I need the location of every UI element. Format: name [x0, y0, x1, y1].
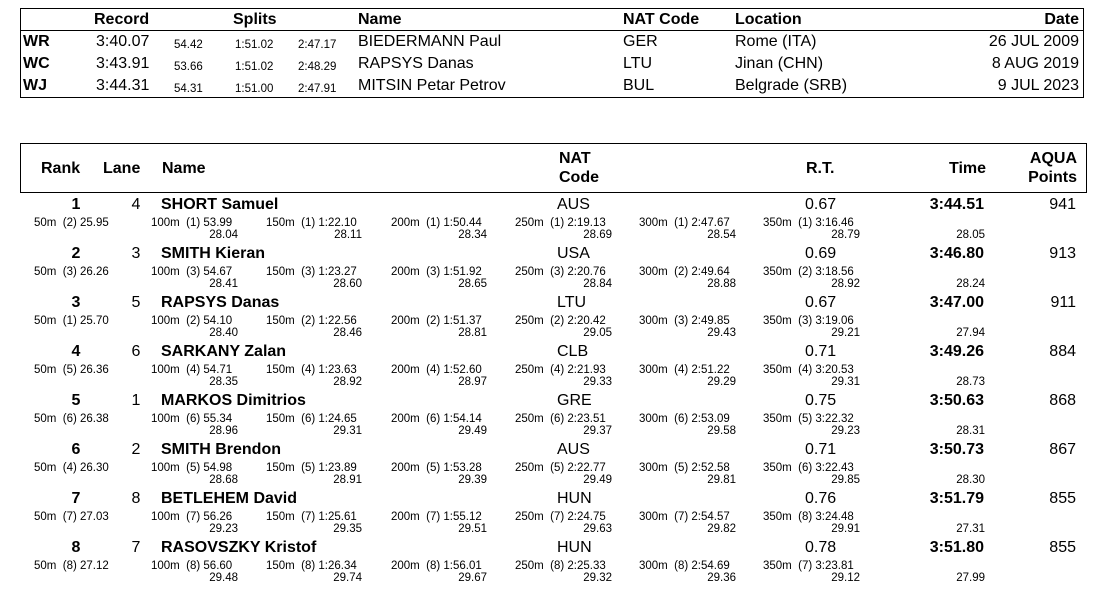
aqua-points: 913 — [1049, 245, 1076, 262]
lap-100m: 28.96 — [209, 425, 238, 437]
lap-350m: 29.31 — [831, 376, 860, 388]
lap-300m: 29.58 — [707, 425, 736, 437]
split-50m: 50m (8) 27.12 — [34, 560, 109, 572]
lane: 5 — [131, 294, 141, 311]
split-150m: 150m (6) 1:24.65 — [266, 413, 357, 425]
rank: 6 — [71, 441, 81, 458]
lap-100m: 29.23 — [209, 523, 238, 535]
lane: 2 — [131, 441, 141, 458]
final-time: 3:51.80 — [929, 539, 984, 556]
lap-300m: 28.54 — [707, 229, 736, 241]
record-time: 3:44.31 — [96, 77, 150, 94]
lap-350m: 29.85 — [831, 474, 860, 486]
split-100m: 100m (7) 56.26 — [151, 511, 233, 523]
record-nat: GER — [623, 33, 658, 50]
record-split-1: 54.42 — [174, 39, 203, 51]
lap-100m: 28.41 — [209, 278, 238, 290]
record-location: Rome (ITA) — [735, 33, 817, 50]
reaction-time: 0.71 — [805, 343, 837, 360]
record-holder-name: MITSIN Petar Petrov — [358, 77, 506, 94]
lap-200m: 28.81 — [458, 327, 487, 339]
lap-400m: 28.31 — [956, 425, 985, 437]
record-date: 8 AUG 2019 — [991, 55, 1079, 72]
lap-150m: 28.46 — [333, 327, 362, 339]
lap-350m: 28.79 — [831, 229, 860, 241]
records-header-divider — [21, 30, 1083, 31]
reaction-time: 0.75 — [805, 392, 837, 409]
swimmer-name: MARKOS Dimitrios — [161, 392, 306, 409]
split-250m: 250m (7) 2:24.75 — [515, 511, 606, 523]
records-header-date: Date — [1044, 11, 1079, 28]
lap-200m: 29.39 — [458, 474, 487, 486]
lap-250m: 29.33 — [583, 376, 612, 388]
reaction-time: 0.76 — [805, 490, 837, 507]
lap-200m: 28.65 — [458, 278, 487, 290]
record-holder-name: RAPSYS Danas — [358, 55, 474, 72]
lane: 3 — [131, 245, 141, 262]
reaction-time: 0.71 — [805, 441, 837, 458]
split-100m: 100m (5) 54.98 — [151, 462, 233, 474]
split-300m: 300m (8) 2:54.69 — [639, 560, 730, 572]
record-type: WC — [23, 55, 50, 72]
split-300m: 300m (3) 2:49.85 — [639, 315, 730, 327]
record-location: Belgrade (SRB) — [735, 77, 848, 94]
lap-150m: 28.91 — [333, 474, 362, 486]
split-300m: 300m (7) 2:54.57 — [639, 511, 730, 523]
nat-code: GRE — [557, 392, 592, 409]
lap-350m: 29.91 — [831, 523, 860, 535]
record-split-2: 1:51.00 — [235, 83, 274, 95]
result-row — [0, 294, 1100, 343]
record-split-3: 2:48.29 — [298, 61, 337, 73]
lap-300m: 29.81 — [707, 474, 736, 486]
split-250m: 250m (4) 2:21.93 — [515, 364, 606, 376]
record-split-2: 1:51.02 — [235, 61, 274, 73]
final-time: 3:50.73 — [929, 441, 984, 458]
aqua-points: 867 — [1049, 441, 1076, 458]
split-250m: 250m (3) 2:20.76 — [515, 266, 606, 278]
lap-200m: 29.51 — [458, 523, 487, 535]
split-100m: 100m (3) 54.67 — [151, 266, 233, 278]
split-300m: 300m (4) 2:51.22 — [639, 364, 730, 376]
lap-200m: 29.49 — [458, 425, 487, 437]
lap-400m: 27.31 — [956, 523, 985, 535]
lap-300m: 28.88 — [707, 278, 736, 290]
swimmer-name: SHORT Samuel — [161, 196, 279, 213]
final-time: 3:47.00 — [929, 294, 984, 311]
lap-150m: 28.60 — [333, 278, 362, 290]
split-200m: 200m (4) 1:52.60 — [391, 364, 482, 376]
split-100m: 100m (8) 56.60 — [151, 560, 233, 572]
record-holder-name: BIEDERMANN Paul — [358, 33, 502, 50]
lap-250m: 29.63 — [583, 523, 612, 535]
rank: 5 — [71, 392, 81, 409]
lap-150m: 28.11 — [334, 229, 362, 241]
split-250m: 250m (8) 2:25.33 — [515, 560, 606, 572]
rank: 1 — [71, 196, 81, 213]
lap-150m: 28.92 — [333, 376, 362, 388]
swimmer-name: BETLEHEM David — [161, 490, 298, 507]
result-row — [0, 539, 1100, 588]
nat-code: AUS — [557, 196, 590, 213]
lap-200m: 29.67 — [458, 572, 487, 584]
split-50m: 50m (2) 25.95 — [34, 217, 109, 229]
lap-300m: 29.82 — [707, 523, 736, 535]
header-rank: Rank — [41, 160, 81, 177]
split-200m: 200m (2) 1:51.37 — [391, 315, 482, 327]
rank: 7 — [71, 490, 81, 507]
split-200m: 200m (7) 1:55.12 — [391, 511, 482, 523]
swimmer-name: SMITH Kieran — [161, 245, 266, 262]
aqua-points: 855 — [1049, 490, 1076, 507]
lap-300m: 29.36 — [707, 572, 736, 584]
split-200m: 200m (5) 1:53.28 — [391, 462, 482, 474]
record-split-2: 1:51.02 — [235, 39, 274, 51]
final-time: 3:46.80 — [929, 245, 984, 262]
record-split-3: 2:47.17 — [298, 39, 337, 51]
records-header-record: Record — [94, 11, 150, 28]
rank: 8 — [71, 539, 81, 556]
lap-150m: 29.35 — [333, 523, 362, 535]
split-200m: 200m (3) 1:51.92 — [391, 266, 482, 278]
record-type: WR — [23, 33, 50, 50]
split-200m: 200m (1) 1:50.44 — [391, 217, 482, 229]
record-nat: LTU — [623, 55, 653, 72]
split-150m: 150m (4) 1:23.63 — [266, 364, 357, 376]
nat-code: LTU — [557, 294, 587, 311]
split-250m: 250m (2) 2:20.42 — [515, 315, 606, 327]
lane: 8 — [131, 490, 141, 507]
split-50m: 50m (5) 26.36 — [34, 364, 109, 376]
records-header-name: Name — [358, 11, 402, 28]
split-50m: 50m (3) 26.26 — [34, 266, 109, 278]
lane: 4 — [131, 196, 141, 213]
split-50m: 50m (4) 26.30 — [34, 462, 109, 474]
split-300m: 300m (1) 2:47.67 — [639, 217, 730, 229]
split-150m: 150m (8) 1:26.34 — [266, 560, 357, 572]
split-100m: 100m (2) 54.10 — [151, 315, 233, 327]
split-100m: 100m (6) 55.34 — [151, 413, 233, 425]
split-350m: 350m (2) 3:18.56 — [763, 266, 854, 278]
records-table — [20, 8, 1084, 98]
result-row — [0, 490, 1100, 539]
record-time: 3:43.91 — [96, 55, 150, 72]
aqua-points: 868 — [1049, 392, 1076, 409]
nat-code: CLB — [557, 343, 589, 360]
result-row — [0, 392, 1100, 441]
aqua-points: 884 — [1049, 343, 1076, 360]
split-350m: 350m (4) 3:20.53 — [763, 364, 854, 376]
split-300m: 300m (2) 2:49.64 — [639, 266, 730, 278]
result-row — [0, 196, 1100, 245]
header-points-line1: AQUA — [1029, 150, 1077, 167]
lap-300m: 29.43 — [707, 327, 736, 339]
split-100m: 100m (1) 53.99 — [151, 217, 233, 229]
split-350m: 350m (1) 3:16.46 — [763, 217, 854, 229]
lap-250m: 29.05 — [583, 327, 612, 339]
records-header-splits: Splits — [233, 11, 277, 28]
nat-code: HUN — [557, 490, 592, 507]
aqua-points: 911 — [1050, 294, 1076, 311]
lap-250m: 29.49 — [583, 474, 612, 486]
header-points-line2: Points — [1028, 169, 1077, 186]
split-50m: 50m (6) 26.38 — [34, 413, 109, 425]
aqua-points: 855 — [1049, 539, 1076, 556]
header-name: Name — [162, 160, 206, 177]
swimmer-name: RASOVSZKY Kristof — [161, 539, 317, 556]
split-250m: 250m (5) 2:22.77 — [515, 462, 606, 474]
rank: 2 — [71, 245, 81, 262]
split-200m: 200m (8) 1:56.01 — [391, 560, 482, 572]
split-350m: 350m (6) 3:22.43 — [763, 462, 854, 474]
lap-250m: 28.69 — [583, 229, 612, 241]
split-250m: 250m (6) 2:23.51 — [515, 413, 606, 425]
reaction-time: 0.78 — [805, 539, 837, 556]
record-split-1: 53.66 — [174, 61, 203, 73]
split-50m: 50m (1) 25.70 — [34, 315, 109, 327]
split-300m: 300m (6) 2:53.09 — [639, 413, 730, 425]
aqua-points: 941 — [1049, 196, 1076, 213]
lap-250m: 29.37 — [583, 425, 612, 437]
header-nat-line2: Code — [559, 169, 599, 186]
rank: 3 — [71, 294, 81, 311]
lap-100m: 28.40 — [209, 327, 238, 339]
lap-400m: 27.99 — [956, 572, 985, 584]
split-50m: 50m (7) 27.03 — [34, 511, 109, 523]
lane: 1 — [131, 392, 141, 409]
lap-400m: 28.05 — [956, 229, 985, 241]
reaction-time: 0.67 — [805, 196, 837, 213]
split-200m: 200m (6) 1:54.14 — [391, 413, 482, 425]
record-time: 3:40.07 — [96, 33, 150, 50]
lap-400m: 28.24 — [956, 278, 985, 290]
lap-200m: 28.34 — [458, 229, 487, 241]
split-150m: 150m (2) 1:22.56 — [266, 315, 357, 327]
record-date: 9 JUL 2023 — [997, 77, 1079, 94]
lap-100m: 28.04 — [209, 229, 238, 241]
record-date: 26 JUL 2009 — [988, 33, 1079, 50]
split-150m: 150m (1) 1:22.10 — [266, 217, 357, 229]
split-150m: 150m (5) 1:23.89 — [266, 462, 357, 474]
split-350m: 350m (3) 3:19.06 — [763, 315, 854, 327]
split-250m: 250m (1) 2:19.13 — [515, 217, 606, 229]
final-time: 3:50.63 — [929, 392, 984, 409]
reaction-time: 0.67 — [805, 294, 837, 311]
result-row — [0, 343, 1100, 392]
lap-250m: 29.32 — [583, 572, 612, 584]
lap-350m: 28.92 — [831, 278, 860, 290]
swimmer-name: RAPSYS Danas — [161, 294, 280, 311]
header-lane: Lane — [103, 160, 141, 177]
result-row — [0, 245, 1100, 294]
records-header-nat: NAT Code — [623, 11, 700, 28]
split-350m: 350m (7) 3:23.81 — [763, 560, 854, 572]
lane: 7 — [131, 539, 141, 556]
lap-200m: 28.97 — [458, 376, 487, 388]
lane: 6 — [131, 343, 141, 360]
split-150m: 150m (7) 1:25.61 — [266, 511, 357, 523]
lap-350m: 29.23 — [831, 425, 860, 437]
lap-250m: 28.84 — [583, 278, 612, 290]
record-type: WJ — [23, 77, 47, 94]
reaction-time: 0.69 — [805, 245, 837, 262]
swimmer-name: SARKANY Zalan — [161, 343, 287, 360]
results-header — [20, 143, 1087, 193]
record-location: Jinan (CHN) — [735, 55, 824, 72]
header-rt: R.T. — [806, 160, 835, 177]
header-nat-line1: NAT — [559, 150, 591, 167]
final-time: 3:51.79 — [929, 490, 984, 507]
final-time: 3:44.51 — [929, 196, 984, 213]
record-split-1: 54.31 — [174, 83, 203, 95]
swimmer-name: SMITH Brendon — [161, 441, 281, 458]
split-150m: 150m (3) 1:23.27 — [266, 266, 357, 278]
records-header-location: Location — [735, 11, 802, 28]
lap-150m: 29.31 — [333, 425, 362, 437]
record-split-3: 2:47.91 — [298, 83, 337, 95]
split-350m: 350m (5) 3:22.32 — [763, 413, 854, 425]
lap-100m: 28.35 — [209, 376, 238, 388]
result-row — [0, 441, 1100, 490]
lap-150m: 29.74 — [333, 572, 362, 584]
lap-300m: 29.29 — [707, 376, 736, 388]
nat-code: AUS — [557, 441, 590, 458]
nat-code: USA — [557, 245, 590, 262]
lap-400m: 28.73 — [956, 376, 985, 388]
lap-350m: 29.12 — [831, 572, 860, 584]
lap-100m: 28.68 — [209, 474, 238, 486]
lap-400m: 27.94 — [956, 327, 985, 339]
final-time: 3:49.26 — [929, 343, 984, 360]
rank: 4 — [71, 343, 81, 360]
lap-400m: 28.30 — [956, 474, 985, 486]
lap-100m: 29.48 — [209, 572, 238, 584]
split-300m: 300m (5) 2:52.58 — [639, 462, 730, 474]
header-time: Time — [949, 160, 987, 177]
nat-code: HUN — [557, 539, 592, 556]
split-350m: 350m (8) 3:24.48 — [763, 511, 854, 523]
lap-350m: 29.21 — [831, 327, 860, 339]
split-100m: 100m (4) 54.71 — [151, 364, 233, 376]
record-nat: BUL — [623, 77, 655, 94]
